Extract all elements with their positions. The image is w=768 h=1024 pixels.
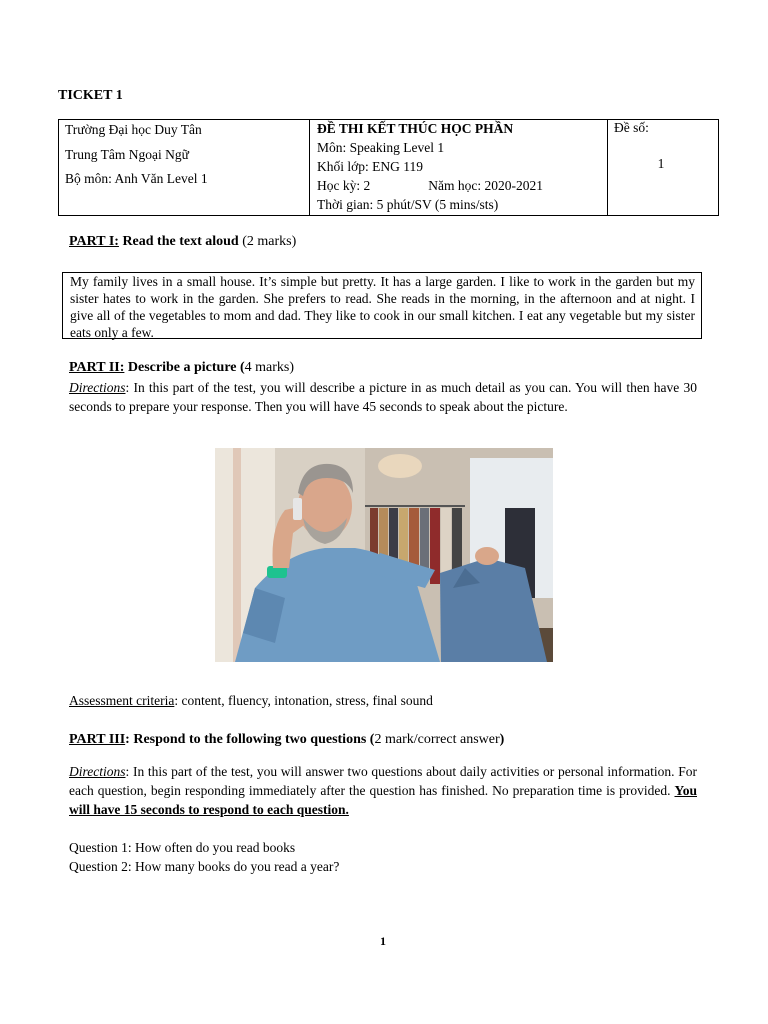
response-time-note: You will have 15 seconds to respond to each question. xyxy=(69,783,697,818)
reading-text-box: My family lives in a small house. It’s simple but pretty. It has a large garden. I like to work in the garden but my sister hates to work in the garden. She prefers to read. She reads in the morning, in the afternoon and at night. I give all of the vegetables to mom and dad. They like to cook in our small kitchen. I eat any vegetable but my sister eats only a few. xyxy=(62,272,702,339)
directions-text: : In this part of the test, you will answer two questions about daily activities or personal information. For each question, begin responding immediately after the question has finished. No preparation time is provided. xyxy=(69,764,697,799)
directions-text: : In this part of the test, you will describe a picture in as much detail as you can. You will then have 30 seconds to prepare your response. Then you will have 45 seconds to speak about the picture. xyxy=(69,380,697,415)
part2-marks: 4 marks) xyxy=(244,360,295,375)
exam-info-table xyxy=(58,119,719,216)
exam-title: ĐỀ THI KẾT THÚC HỌC PHẦN xyxy=(317,121,514,136)
exam-details-cell xyxy=(310,120,608,216)
part2-title: Describe a picture ( xyxy=(127,360,245,375)
assessment-text: : content, fluency, intonation, stress, final sound xyxy=(174,693,433,708)
part3-directions xyxy=(69,762,697,820)
exam-time: Thời gian: 5 phút/SV (5 mins/sts) xyxy=(317,197,499,212)
directions-label: Directions xyxy=(69,764,126,779)
page-number: 1 xyxy=(380,934,386,948)
part3-heading xyxy=(69,732,504,748)
directions-label: Directions xyxy=(69,380,126,395)
center-name: Trung Tâm Ngoại Ngữ xyxy=(65,146,189,162)
question-2: Question 2: How many books do you read a year? xyxy=(69,859,340,874)
assessment-criteria xyxy=(69,693,433,709)
part2-label: PART II: xyxy=(69,360,125,375)
exam-number-label: Đề số: xyxy=(614,120,649,135)
part3-label: PART III xyxy=(69,732,126,747)
school-year: Năm học: 2020-2021 xyxy=(428,178,543,193)
exam-number-cell xyxy=(608,120,719,216)
question-1: Question 1: How often do you read books xyxy=(69,840,296,855)
ticket-title: TICKET 1 xyxy=(58,88,123,103)
exam-number: 1 xyxy=(657,156,665,171)
school-name: Trường Đại học Duy Tân xyxy=(65,122,202,137)
subject: Môn: Speaking Level 1 xyxy=(317,140,445,155)
man-on-phone-photo xyxy=(215,448,553,662)
part3-close: ) xyxy=(499,732,505,747)
part1-title: Read the text aloud xyxy=(122,234,239,249)
part1-marks: (2 marks) xyxy=(242,234,297,249)
school-info-cell xyxy=(59,120,310,216)
part3-marks: 2 mark/correct answer xyxy=(374,732,500,747)
semester: Học kỳ: 2 xyxy=(317,178,371,193)
part2-heading xyxy=(69,360,294,376)
part1-heading xyxy=(69,234,296,250)
part2-directions xyxy=(69,378,697,416)
part3-title: : Respond to the following two questions ( xyxy=(125,732,375,747)
semester-line xyxy=(317,177,607,196)
department-name: Bộ môn: Anh Văn Level 1 xyxy=(65,171,208,186)
class-code: Khối lớp: ENG 119 xyxy=(317,159,424,174)
assessment-label: Assessment criteria xyxy=(69,693,175,708)
part1-label: PART I: xyxy=(69,234,119,249)
